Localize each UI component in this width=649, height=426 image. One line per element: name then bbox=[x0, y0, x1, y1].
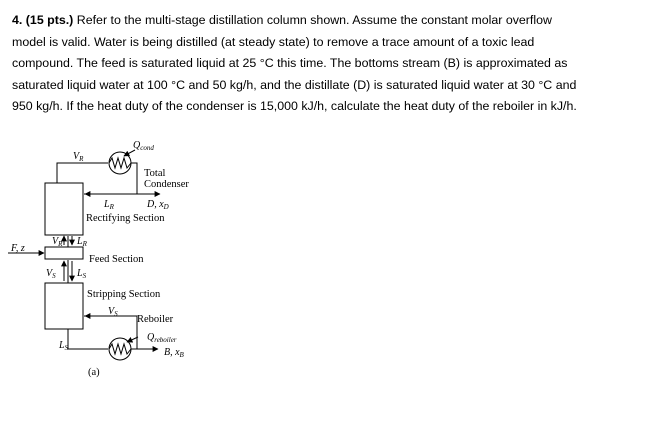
lr-label: $L_R$ bbox=[77, 236, 87, 248]
q-reboiler-label: $Q_{reboiler}$ bbox=[147, 332, 177, 344]
vs-return-label: $V_S$ bbox=[108, 306, 118, 318]
stripping-column bbox=[45, 283, 83, 329]
ls-label: $L_S$ bbox=[77, 268, 87, 280]
overhead-vapor-line bbox=[57, 163, 108, 183]
condenser-label: Condenser bbox=[144, 179, 189, 190]
vs-label: $V_S$ bbox=[46, 268, 56, 280]
total-label: Total bbox=[144, 168, 166, 179]
problem-points: (15 pts.) bbox=[25, 13, 74, 27]
problem-line-2: model is valid. Water is being distilled (at steady state) to remove a trace amount of a toxic lead bbox=[12, 34, 535, 49]
ls-bottom-label: $L_S$ bbox=[59, 340, 69, 352]
vr-top-label: $V_R$ bbox=[73, 151, 84, 163]
problem-number: 4. bbox=[12, 13, 23, 27]
vr-label: $V_R$ bbox=[52, 236, 63, 248]
problem-line-5: 950 kg/h. If the heat duty of the condenser is 15,000 kJ/h, calculate the heat duty of the reboiler in kJ/h. bbox=[12, 99, 577, 113]
bottoms-label: B, $x_B$ bbox=[164, 347, 184, 359]
figure-caption: (a) bbox=[88, 367, 100, 378]
feed-stage bbox=[45, 247, 83, 259]
distillate-label: D, $x_D$ bbox=[147, 199, 169, 211]
rectifying-label: Rectifying Section bbox=[86, 213, 165, 224]
stripping-label: Stripping Section bbox=[87, 289, 161, 300]
reboiler-label: Reboiler bbox=[137, 314, 174, 325]
lr-reflux-label: $L_R$ bbox=[104, 199, 114, 211]
problem-line-4: saturated liquid water at 100 °C and 50 kg/h, and the distillate (D) is saturated liquid water at 30 °C and bbox=[12, 77, 577, 92]
condenser-coil-icon bbox=[109, 150, 135, 174]
condenser-outlet-line bbox=[131, 163, 137, 194]
feed-label: F, z bbox=[11, 243, 25, 254]
problem-line-3: compound. The feed is saturated liquid at 25 °C this time. The bottoms stream (B) is approximated as bbox=[12, 56, 568, 70]
bottom-liquid-line bbox=[68, 329, 108, 349]
q-cond-label: $Q_{cond}$ bbox=[133, 140, 154, 152]
rectifying-column bbox=[45, 183, 83, 235]
feed-section-label: Feed Section bbox=[89, 254, 144, 265]
problem-line-1: Refer to the multi-stage distillation column shown. Assume the constant molar overflow bbox=[76, 13, 552, 27]
